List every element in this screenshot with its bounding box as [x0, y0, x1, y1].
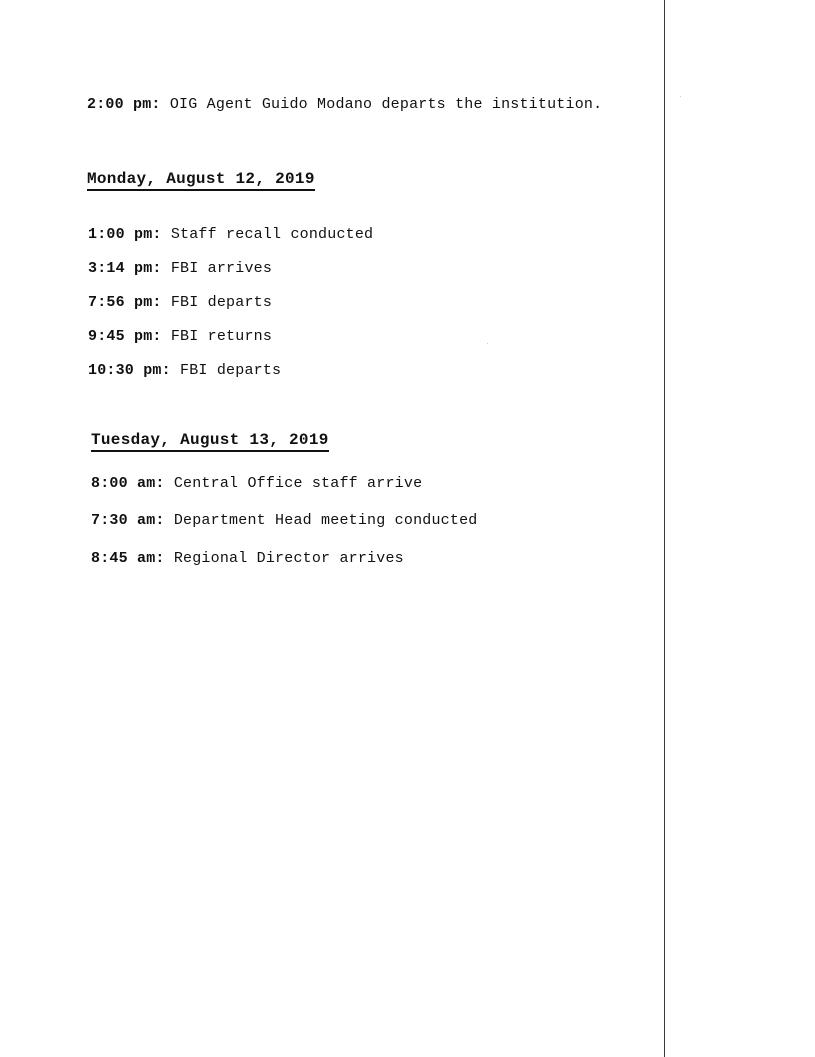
entry-text: FBI departs — [180, 362, 282, 379]
timeline-entry — [91, 550, 404, 568]
entry-text: FBI departs — [170, 294, 273, 311]
entry-text: Department Head meeting conducted — [173, 512, 478, 529]
entry-time: 7:30 am — [91, 512, 156, 529]
entry-time: 10:30 pm — [88, 362, 162, 379]
timeline-entry — [88, 328, 272, 346]
entry-colon: : — [152, 226, 162, 243]
entry-text: Staff recall conducted — [170, 226, 374, 243]
entry-time: 3:14 pm — [88, 260, 153, 277]
entry-text: Regional Director arrives — [173, 550, 404, 567]
timeline-entry — [88, 362, 281, 380]
timeline-entry — [88, 226, 373, 244]
entry-time: 2:00 pm — [87, 96, 152, 113]
entry-colon: : — [151, 96, 161, 113]
scan-speck — [680, 96, 681, 97]
section-heading: Monday, August 12, 2019 — [87, 169, 315, 191]
entry-time: 7:56 pm — [88, 294, 153, 311]
timeline-entry — [91, 512, 477, 530]
entry-time: 8:00 am — [91, 475, 156, 492]
section-heading: Tuesday, August 13, 2019 — [91, 430, 329, 452]
entry-time: 9:45 pm — [88, 328, 153, 345]
scan-speck — [487, 343, 488, 344]
entry-colon: : — [155, 512, 165, 529]
entry-colon: : — [161, 362, 171, 379]
entry-text: FBI returns — [170, 328, 273, 345]
entry-text: Central Office staff arrive — [173, 475, 423, 492]
timeline-entry — [88, 294, 272, 312]
timeline-entry — [91, 475, 422, 493]
entry-text: OIG Agent Guido Modano departs the institution. — [169, 96, 603, 113]
entry-colon: : — [152, 328, 162, 345]
entry-text: FBI arrives — [170, 260, 273, 277]
entry-time: 1:00 pm — [88, 226, 153, 243]
entry-colon: : — [155, 550, 165, 567]
entry-colon: : — [152, 260, 162, 277]
timeline-entry — [88, 260, 272, 278]
entry-colon: : — [152, 294, 162, 311]
entry-time: 8:45 am — [91, 550, 156, 567]
page-edge-line — [664, 0, 665, 1057]
entry-colon: : — [155, 475, 165, 492]
timeline-entry — [87, 96, 602, 114]
